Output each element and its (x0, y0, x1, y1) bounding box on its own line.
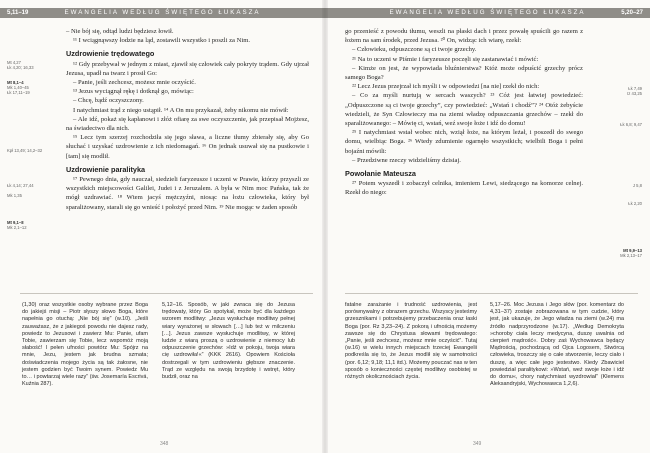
commentary-column (345, 302, 477, 381)
margin-note-sub: Mk 2,1–12 (7, 225, 27, 231)
verse-paragraph: – Nie bój się, odtąd ludzi będziesz łowił. (66, 28, 174, 35)
verse-paragraph: ¹⁵ Lecz tym szerzej rozchodziła się jego sława, a liczne tłumy zbierały się, aby Go słuchać i uzyskać uzdrowienie z ich niedomagań. ¹⁶ On jednak usuwał się na pustkowie i [tam] się modlił. (66, 134, 309, 160)
page-number: 348 (160, 441, 169, 447)
book-gutter (322, 0, 328, 453)
verse-paragraph: – Przedziwne rzeczy widzieliśmy dzisiaj. (352, 156, 461, 164)
section-heading: Powołanie Mateusza (345, 169, 416, 179)
margin-note-sub: Łk 2,20 (628, 201, 642, 206)
commentary-text: fatalne zarażanie i trudność uzdrowienia, jest porównywalny z obrazem grzechu. Wszyscy jesteśmy grzesznikami i potrzebujemy przebaczenia oraz łaski Boga (por. Rz 3,23–24). Z pokorą i ufnością możemy zawsze się do Chrystusa słowami trędowatego: „Panie, jeśli zechcesz, możesz mnie oczyścić”. Tutaj (w.16) w wielu innych miejscach trzeciej Ewangelii podkreśla się to, że Jezus modlił się w samotności (por. 6,12; 9,18; 11,1 itd.). Możemy pouczać nas w ten sposób o konieczności częstej modlitwy osobistej w różnych okolicznościach życia. (345, 302, 477, 381)
verse-paragraph: ¹⁷ Pewnego dnia, gdy nauczał, siedzieli faryzeusze i uczeni w Prawie, którzy przyszli ze wszystkich miejscowości Galilei, Judei i z Jeruzalem. A była w Nim moc Pańska, tak że mógł uzdrawiać. ¹⁸ Wtem jacyś mężczyźni, niosąc na łożu człowieka, który był sparaliżowany, starali się go wnieść i położyć przed Nim. ¹⁹ Nie mogąc w żaden sposób (66, 176, 309, 211)
margin-note-sub: J 5,8 (632, 183, 642, 188)
verse-paragraph: – Chcę, bądź oczyszczony. (73, 97, 144, 105)
commentary-divider (345, 293, 638, 294)
verse-paragraph: ¹¹ I wciągnąwszy łodzie na ląd, zostawili wszystko i poszli za Nim. (73, 37, 250, 45)
margin-note (7, 183, 55, 188)
margin-note (7, 80, 55, 96)
margin-note (602, 183, 642, 188)
scripture-text (345, 27, 583, 198)
verse-paragraph: – Kimże on jest, że wypowiada bluźnierstwa? Któż może odpuścić grzechy prócz samego Boga? (345, 64, 583, 82)
commentary-text: 5,12–16. Sposób, w jaki zwraca się do Jezusa trędowaty, który Go spotykał, może być dla każdego wzorem modlitwy: „Jezus wysłuchuje modlitwy pełnej wiary wyrażonej w słowach […] lub też w milczeniu […]. Jezus zawsze wysłuchuje modlitwy, w której ludzie z wiarą proszą o uzdrowienie z niemocy lub odpuszczenie grzechów: »Idź w pokoju, twoja wiara cię uzdrowiła!«” (KKK 2616). Opowiem Kościoła dostrzegali w tym uzdrowieniu głębsze znaczenie. Trąd ze względu na swoją brzydotę i wstręt, który budził, oraz na (162, 302, 295, 381)
commentary-text: 5,17–26. Moc Jezusa i Jego słów (por. komentarz do 4,31–37) zostaje zobrazowana w tym cudzie, który jest, jak ukazuje, że Jego władza na ziemi (w.24) ma źródło nadprzyrodzone (w.17). „Według Demokryta »choroby ciała leczy medycyna, duszę uwalnia od cierpień mądrość«. Dobry zaś Wychowawca będący Mądrością, pochodzącą od Ojca Logosem, Stwórcą człowieka, troszczy się o całe stworzenie, leczy ciało i duszę, a więc całe jego jestestwo. Kiedy Zbawiciel powiedział paralitykowi: »Wstań, weź swoje łoże i idź do domu«, chory natychmiast wyzdrowiał” (Klemens Aleksandryjski, Wychowawca 1,2,6). (490, 302, 624, 388)
margin-note-sub: Mk 1,35 (7, 193, 22, 198)
margin-note-ref: Mt 4,27 (7, 60, 21, 65)
page-number: 349 (473, 441, 482, 447)
margin-note-sub: Łk 4,14; 27,44 (7, 183, 34, 188)
verse-paragraph: – Człowieku, odpuszczone są ci twoje grzechy. (352, 46, 477, 54)
commentary-column (22, 302, 148, 388)
margin-note (7, 193, 55, 198)
margin-note-sub: Łk 7,49 Iz 43,25 (627, 86, 642, 97)
margin-note (602, 201, 642, 206)
margin-note-sub: Mk 2,13–17 (620, 253, 642, 259)
verse-paragraph: ²⁵ I natychmiast wstał wobec nich, wziął łoże, na którym leżał, i poszedł do swego domu, wielbiąc Boga. ²⁶ Wtedy zdumienie ogarnęło wszystkich; wielbili Boga i pełni bojaźni mówili: (345, 129, 583, 155)
running-title: EWANGELIA WEDŁUG ŚWIĘTEGO ŁUKASZA (389, 9, 586, 16)
running-header (0, 8, 325, 18)
verse-paragraph: ²⁷ Potem wyszedł i zobaczył celnika, imieniem Lewi, siedzącego na komorze celnej. Rzekł do niego: (345, 180, 583, 197)
margin-note (602, 122, 642, 127)
verse-paragraph: – Ale idź, pokaż się kapłanowi i złóż ofiarę za swe oczyszczenie, jak przepisał Mojżesz, na świadectwo dla nich. (66, 115, 309, 133)
margin-note-sub: Łk 6,8; 9,47 (620, 122, 642, 127)
margin-note-sub: Mk 1,40–45 Łk 17,11–19 (7, 85, 30, 96)
margin-note-sub: Łk 4,20; 16,33 (7, 65, 34, 71)
commentary-text: (1,30) oraz wszystkie osoby wybrane przez Boga do jakiejś misji – Piotr słyszy słowo Boga, które napełnia go otuchą: „Nie bój się” (w.10). „Jeśli zauważasz, że z jakiegoś powodu nie dajesz rady, powiedz to Jezusowi i zawierz Mu: Panie, ufam Tobie, zawierzam się Tobie, lecz wspomóż moją słabość! I pełen ufności powtórz Mu: Spójrz na mnie, Jezu, jestem jak brudna szmata; doświadczenia mojego życia są tak żałosne, nie jestem godzien być Twoim synem. Powiedz Mu to… i powtarzaj wiele razy” (św. Josemaría Escrivá, Kuźnia 287). (22, 302, 148, 388)
verse-paragraph: I natychmiast trąd z niego ustąpił. ¹⁴ A On mu przykazał, żeby nikomu nie mówił: (73, 106, 289, 114)
header-verse-ref: 5,11–19 (7, 10, 29, 16)
margin-note (602, 248, 642, 258)
margin-note (7, 220, 55, 230)
right-page (325, 0, 650, 453)
section-heading: Uzdrowienie paralityka (66, 164, 146, 174)
margin-note-ref: Mt 8,1–4 (7, 80, 24, 85)
verse-paragraph: ¹³ Jezus wyciągnął rękę i dotknął go, mówiąc: (73, 88, 194, 96)
margin-note (7, 60, 55, 70)
margin-note (7, 148, 55, 153)
margin-note (602, 86, 642, 96)
running-title: EWANGELIA WEDŁUG ŚWIĘTEGO ŁUKASZA (64, 9, 261, 16)
verse-paragraph: ²² Lecz Jezus przejrzał ich myśli i w odpowiedzi [na nie] rzekł do nich: (352, 83, 540, 91)
commentary-column (490, 302, 624, 388)
verse-paragraph: go przenieść z powodu tłumu, weszli na płaski dach i przez powałę spuścili go razem z łożem na sam środek, przed Jezusa. ²⁰ On, widząc ich wiarę, rzekł: (345, 28, 583, 45)
commentary-column (162, 302, 295, 381)
margin-note-ref: Mt 9,9–13 (623, 248, 642, 253)
commentary-divider (20, 293, 313, 294)
verse-paragraph: ¹² Gdy przebywał w jednym z miast, zjawił się człowiek cały pokryty trądem. Gdy ujrzał Jezusa, upadł na twarz i prosił Go: (66, 60, 309, 77)
verse-paragraph: – Co za myśli nurtują w sercach waszych? ²³ Cóż jest łatwiej powiedzieć: „Odpuszczone są ci twoje grzechy”, czy powiedzieć: „Wstań i chodź”? ²⁴ Otóż żebyście wiedzieli, że Syn Człowieczy ma na ziemi władzę odpuszczania grzechów – rzekł do sparaliżowanego: – Mówię ci, wstań, weź swoje łoże i idź do domu! (345, 92, 583, 128)
margin-note-sub: Kpł 13,49; 14,2–32 (7, 148, 43, 153)
running-header (325, 8, 650, 18)
scripture-text (66, 27, 309, 212)
header-verse-ref: 5,20–27 (621, 10, 643, 16)
verse-paragraph: ²¹ Na to uczeni w Piśmie i faryzeusze poczęli się zastanawiać i mówić: (352, 55, 539, 63)
verse-paragraph: – Panie, jeśli zechcesz, możesz mnie oczyścić. (73, 79, 196, 87)
margin-note-ref: Mt 9,1–8 (7, 220, 24, 225)
section-heading: Uzdrowienie trędowatego (66, 49, 155, 59)
